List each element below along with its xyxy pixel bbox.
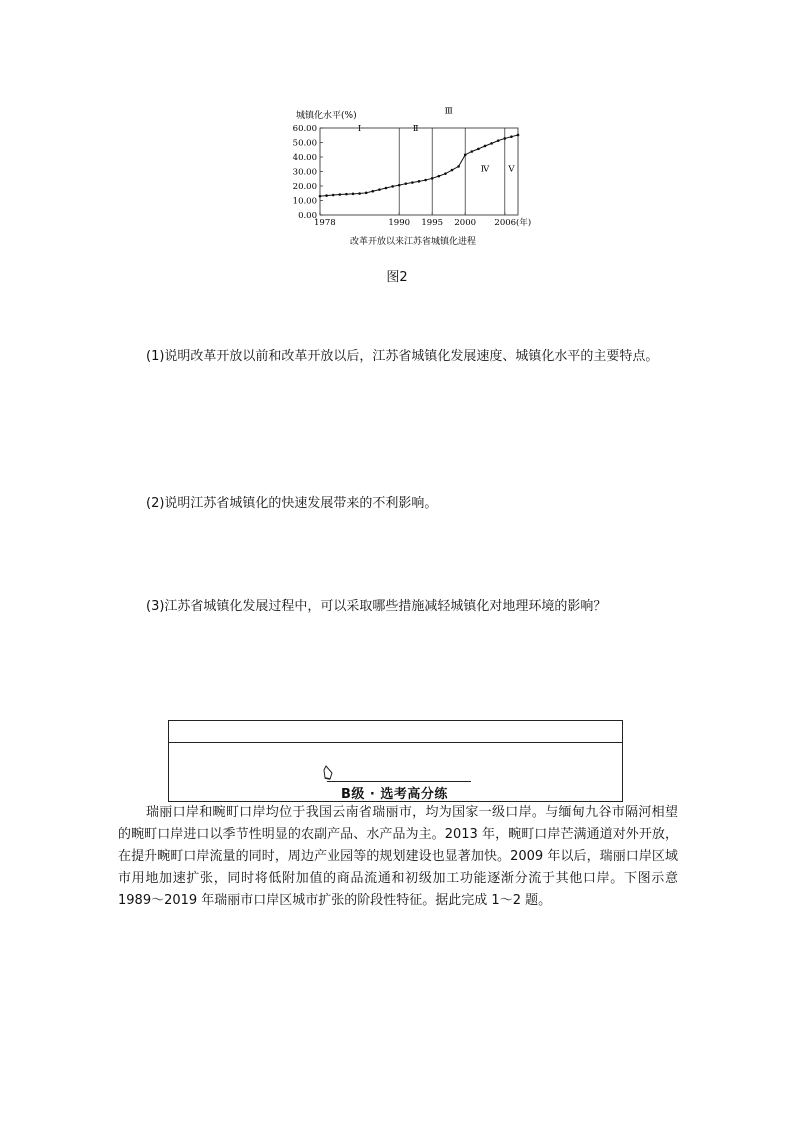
x-tick-label: 1978 <box>314 218 336 228</box>
data-point <box>358 192 361 195</box>
data-point <box>484 145 487 148</box>
question-1: (1)说明改革开放以前和改革开放以后，江苏省城镇化发展速度、城镇化水平的主要特点。 <box>146 349 659 364</box>
x-tick-labels <box>314 212 531 228</box>
question-3: (3)江苏省城镇化发展过程中，可以采取哪些措施减轻城镇化对地理环境的影响？ <box>146 599 607 614</box>
section-header-box <box>168 720 623 802</box>
data-point <box>464 154 467 157</box>
pen-icon <box>323 765 337 785</box>
data-point <box>411 181 414 184</box>
chart-svg <box>288 104 538 254</box>
data-point <box>385 187 388 190</box>
stage-label: Ⅳ <box>480 164 490 175</box>
data-point <box>372 190 375 193</box>
y-tick-label: 40.00 <box>292 153 317 163</box>
data-point <box>365 192 368 195</box>
data-point <box>319 195 322 198</box>
data-point <box>405 182 408 185</box>
data-point <box>325 194 328 197</box>
x-tick-label: 2006(年) <box>494 218 532 228</box>
y-tick-label: 0.00 <box>298 211 317 221</box>
x-tick-label: 1990 <box>388 218 411 228</box>
stage-label: Ⅴ <box>508 164 515 175</box>
y-tick-label: 60.00 <box>292 124 317 134</box>
data-point <box>504 137 507 140</box>
data-point <box>457 165 460 168</box>
data-point <box>444 172 447 175</box>
y-tick-label: 20.00 <box>292 182 317 192</box>
stage-label: Ⅱ <box>412 123 419 134</box>
stage-label: Ⅰ <box>357 123 362 134</box>
y-tick-label: 50.00 <box>292 138 317 149</box>
data-point <box>490 142 493 145</box>
stage-label: Ⅲ <box>444 106 453 117</box>
y-tick-label: 10.00 <box>292 196 317 207</box>
data-point <box>471 150 474 153</box>
data-point <box>438 175 441 178</box>
x-tick-label: 2000 <box>454 218 477 228</box>
figure-label: 图2 <box>386 270 408 285</box>
data-point <box>391 185 394 188</box>
section-title: B级 · 选考高分练 <box>341 787 448 802</box>
data-point <box>497 139 500 142</box>
data-point <box>378 188 381 191</box>
chart-title: 改革开放以来江苏省城镇化进程 <box>349 237 477 247</box>
data-point <box>398 184 401 187</box>
y-axis-label: 城镇化水平(%) <box>296 111 357 121</box>
data-point <box>477 148 480 151</box>
section-divider <box>169 742 622 743</box>
urbanization-chart <box>288 104 538 254</box>
data-point <box>345 193 348 196</box>
data-point <box>424 179 427 182</box>
data-point <box>431 177 434 180</box>
data-point <box>451 169 454 172</box>
question-2: (2)说明江苏省城镇化的快速发展带来的不利影响。 <box>146 496 438 511</box>
data-point <box>339 193 342 196</box>
data-point <box>418 180 421 183</box>
data-point <box>517 134 520 137</box>
reading-passage: 瑞丽口岸和畹町口岸均位于我国云南省瑞丽市，均为国家一级口岸。与缅甸九谷市隔河相望的畹町口岸进口以季节性明显的农副产品、水产品为主。2013 年，畹町口岸芒满通道对外开放，在提升畹町口岸流量的同时，周边产业园等的规划建设也显著加快。2009 年以后，瑞丽口岸区域市用地加速扩张，同时将低附加值的商品流通和初级加工功能逐渐分流于其他口岸。下图示意 1989～2019 年瑞丽市口岸区城市扩张的阶段性特征。据此完成 1～2 题。 <box>118 805 678 908</box>
x-tick-label: 1995 <box>421 218 444 228</box>
stage-labels <box>358 107 515 175</box>
data-point <box>352 193 355 196</box>
y-tick-labels <box>293 124 323 221</box>
data-point <box>510 135 513 138</box>
y-tick-label: 30.00 <box>292 167 317 178</box>
data-point <box>332 194 335 197</box>
title-underline <box>327 781 471 782</box>
